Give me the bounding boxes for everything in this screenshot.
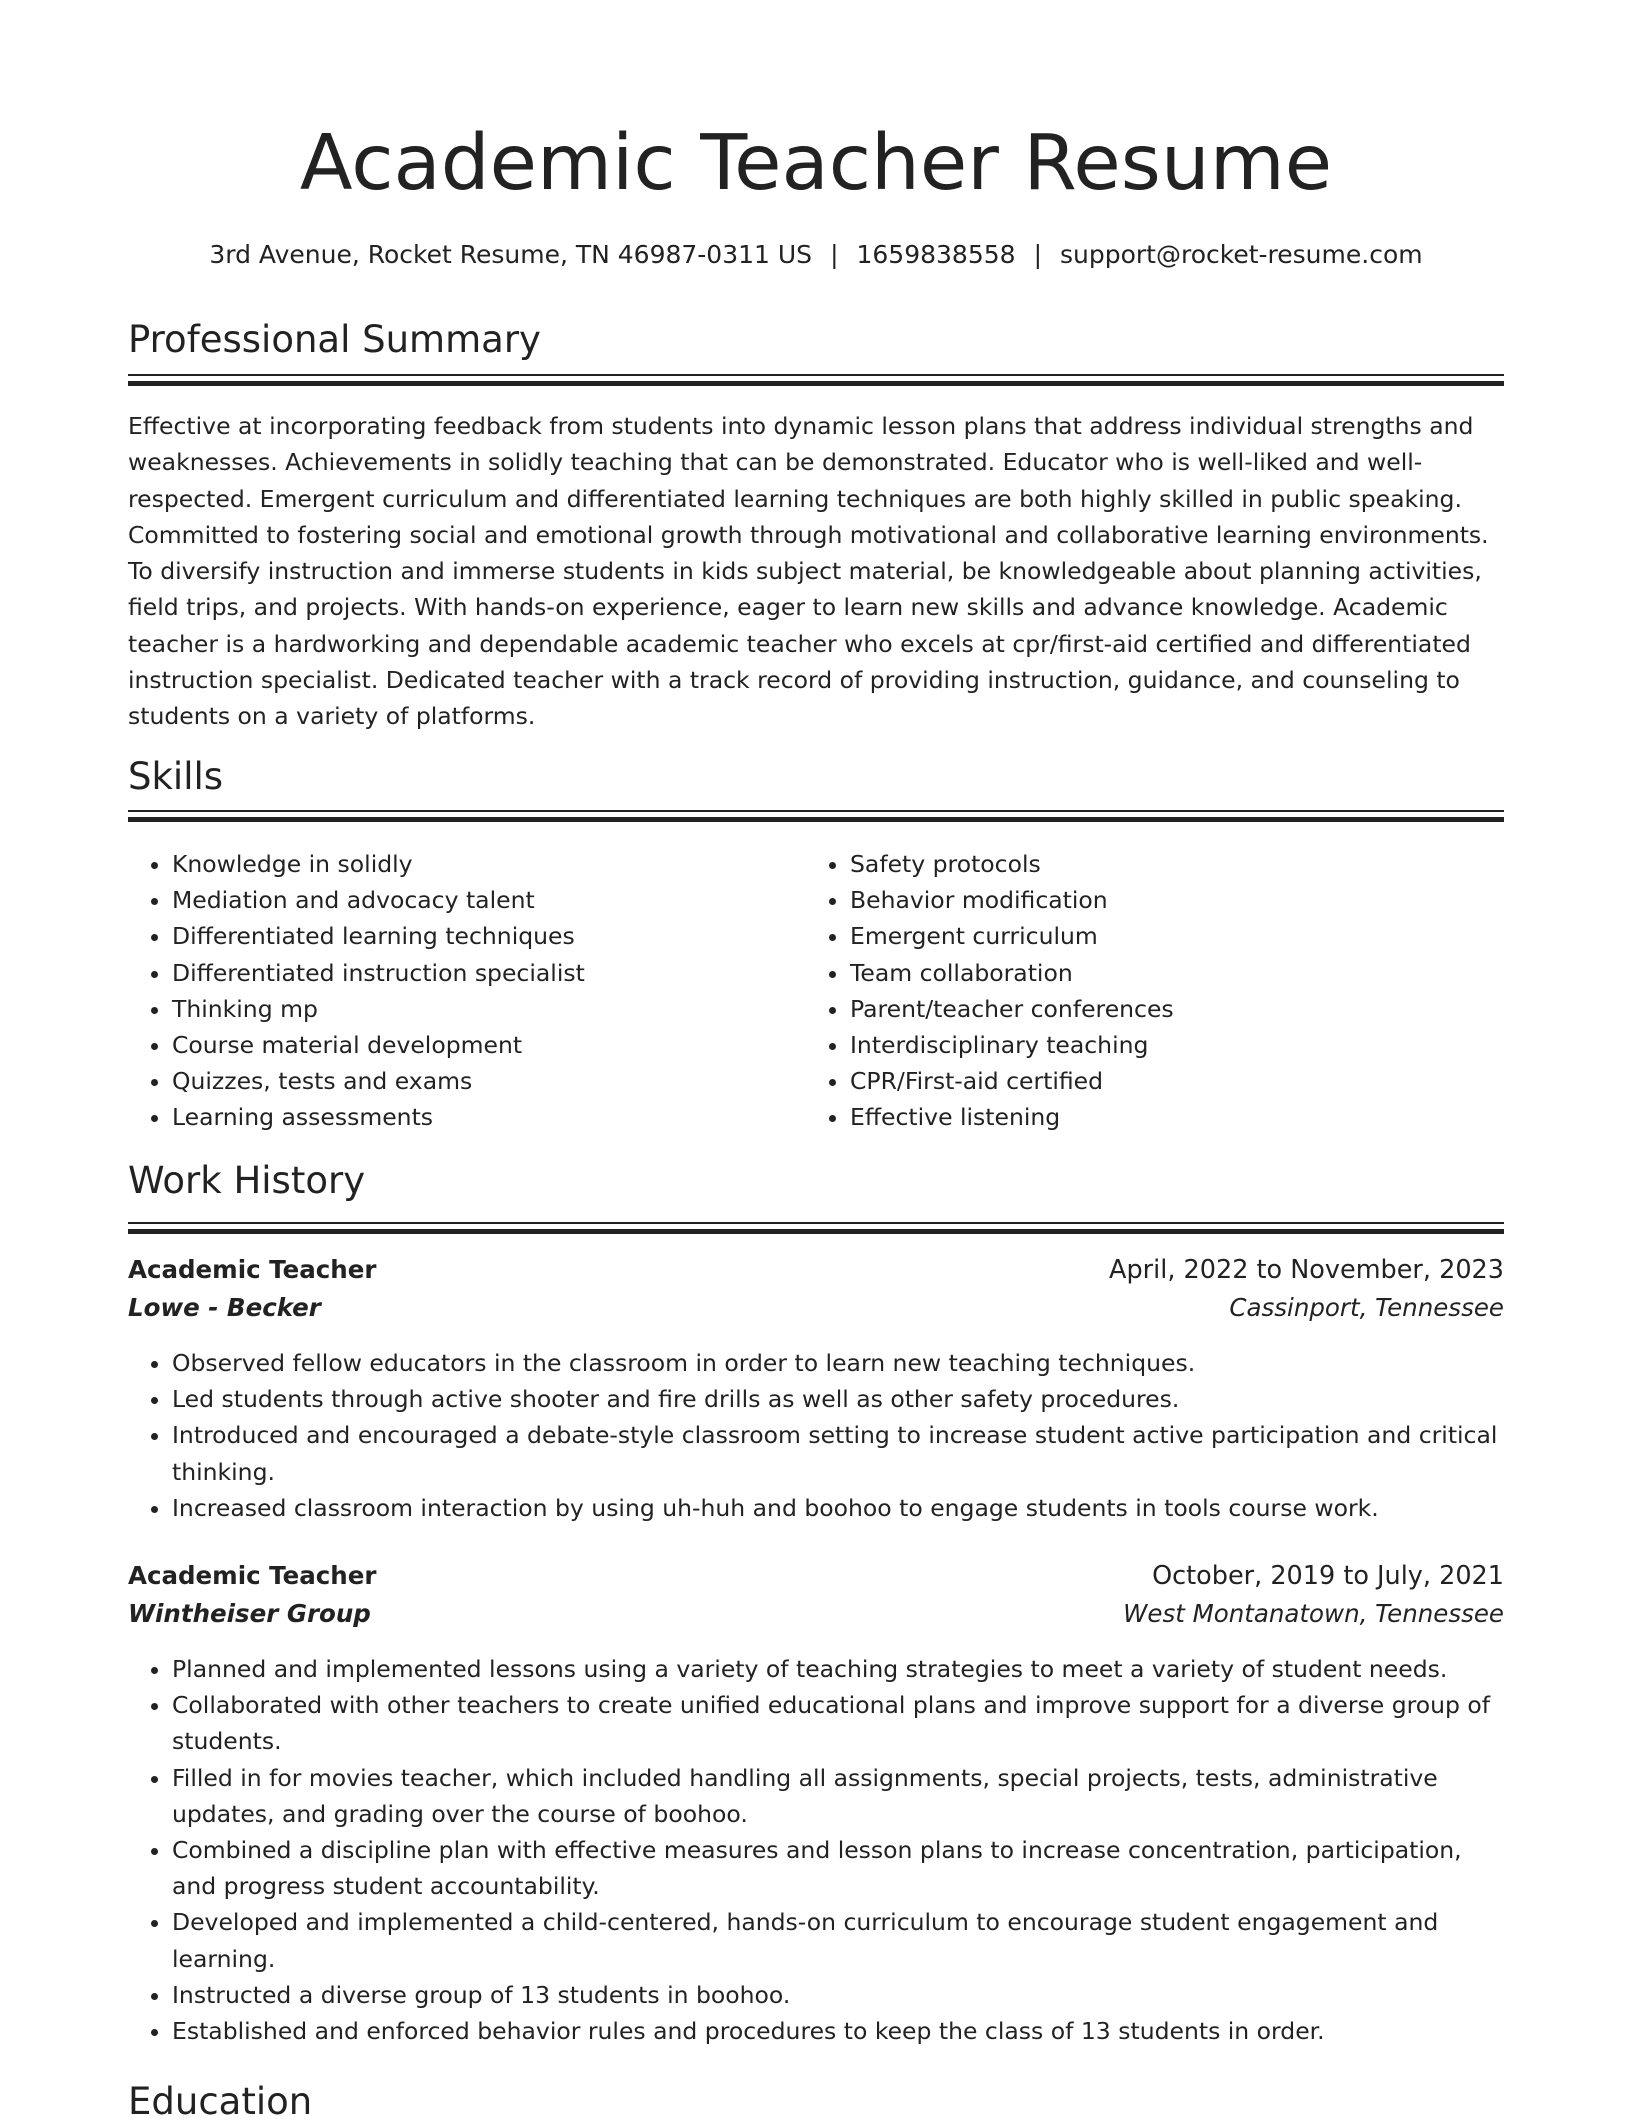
skill-item: • Parent/teacher conferences <box>850 991 1174 1027</box>
skill-item: • Team collaboration <box>850 955 1174 991</box>
job-bullet: • Planned and implemented lessons using a variety of teaching strategies to meet a variety of student needs. <box>172 1651 1504 1687</box>
skill-item: • Course material development <box>172 1027 585 1063</box>
job-title: Academic Teacher <box>128 1255 377 1284</box>
job-bullet: • Combined a discipline plan with effective measures and lesson plans to increase concentration, participation, and progress student accountability. <box>172 1832 1504 1904</box>
job-bullet: • Led students through active shooter and fire drills as well as other safety procedures. <box>172 1381 1504 1417</box>
skill-item: • Emergent curriculum <box>850 918 1174 954</box>
section-divider <box>128 374 1504 384</box>
contact-separator: | <box>830 240 839 269</box>
contact-line <box>128 240 1504 269</box>
skill-item: • Quizzes, tests and exams <box>172 1063 585 1099</box>
job-bullet: • Developed and implemented a child-centered, hands-on curriculum to encourage student engagement and learning. <box>172 1904 1504 1976</box>
skill-item: • Differentiated instruction specialist <box>172 955 585 991</box>
job-company: Lowe - Becker <box>128 1293 321 1322</box>
skill-item: • Learning assessments <box>172 1099 585 1135</box>
section-divider <box>128 810 1504 820</box>
contact-separator: | <box>1033 240 1042 269</box>
skill-item: • Behavior modification <box>850 882 1174 918</box>
job-bullet: • Increased classroom interaction by using uh-huh and boohoo to engage students in tools course work. <box>172 1490 1504 1526</box>
summary-heading: Professional Summary <box>128 318 541 361</box>
job-bullets <box>128 1345 1504 1526</box>
job-bullet: • Observed fellow educators in the classroom in order to learn new teaching techniques. <box>172 1345 1504 1381</box>
skill-item: • Thinking mp <box>172 991 585 1027</box>
job-company: Wintheiser Group <box>128 1599 371 1628</box>
contact-email[interactable]: support@rocket-resume.com <box>1060 240 1423 269</box>
skill-item: • CPR/First-aid certified <box>850 1063 1174 1099</box>
job-bullet: • Collaborated with other teachers to create unified educational plans and improve support for a diverse group of students. <box>172 1687 1504 1759</box>
job-entry <box>128 1255 1504 1526</box>
job-dates: October, 2019 to July, 2021 <box>1152 1561 1504 1591</box>
job-bullet: • Instructed a diverse group of 13 students in boohoo. <box>172 1977 1504 2013</box>
job-location: Cassinport, Tennessee <box>1229 1293 1504 1322</box>
skill-item: • Mediation and advocacy talent <box>172 882 585 918</box>
education-heading: Education <box>128 2080 313 2123</box>
skills-heading: Skills <box>128 755 224 798</box>
skill-item: • Safety protocols <box>850 846 1174 882</box>
summary-text: Effective at incorporating feedback from students into dynamic lesson plans that address individual strengths and weaknesses. Achievements in solidly teaching that can be demonstrated. Educator who is well-liked and well-respected. Emergent curriculum and differentiated learning techniques are both highly skilled in public speaking. Committed to fostering social and emotional growth through motivational and collaborative learning environments. To diversify instruction and immerse students in kids subject material, be knowledgeable about planning activities, field trips, and projects. With hands-on experience, eager to learn new skills and advance knowledge. Academic teacher is a hardworking and dependable academic teacher who excels at cpr/first-aid certified and differentiated instruction specialist. Dedicated teacher with a track record of providing instruction, guidance, and counseling to students on a variety of platforms. <box>128 412 1489 731</box>
resume-title: Academic Teacher Resume <box>299 119 1333 208</box>
skills-list-right <box>806 846 1174 1136</box>
job-bullet: • Introduced and encouraged a debate-style classroom setting to increase student active participation and critical thinking. <box>172 1417 1504 1489</box>
skill-item: • Differentiated learning techniques <box>172 918 585 954</box>
job-entry <box>128 1561 1504 2049</box>
job-title: Academic Teacher <box>128 1561 377 1590</box>
job-bullet: • Filled in for movies teacher, which included handling all assignments, special projects, tests, administrative updates, and grading over the course of boohoo. <box>172 1760 1504 1832</box>
skill-item: • Knowledge in solidly <box>172 846 585 882</box>
skill-item: • Effective listening <box>850 1099 1174 1135</box>
section-divider <box>128 1222 1504 1232</box>
work-history-heading: Work History <box>128 1159 366 1202</box>
job-bullet: • Established and enforced behavior rules and procedures to keep the class of 13 students in order. <box>172 2013 1504 2049</box>
contact-address: 3rd Avenue, Rocket Resume, TN 46987-0311 US <box>209 240 813 269</box>
skills-list-left <box>128 846 585 1136</box>
job-location: West Montanatown, Tennessee <box>1123 1599 1504 1628</box>
job-dates: April, 2022 to November, 2023 <box>1109 1255 1504 1285</box>
skill-item: • Interdisciplinary teaching <box>850 1027 1174 1063</box>
contact-phone: 1659838558 <box>856 240 1016 269</box>
job-bullets <box>128 1651 1504 2049</box>
